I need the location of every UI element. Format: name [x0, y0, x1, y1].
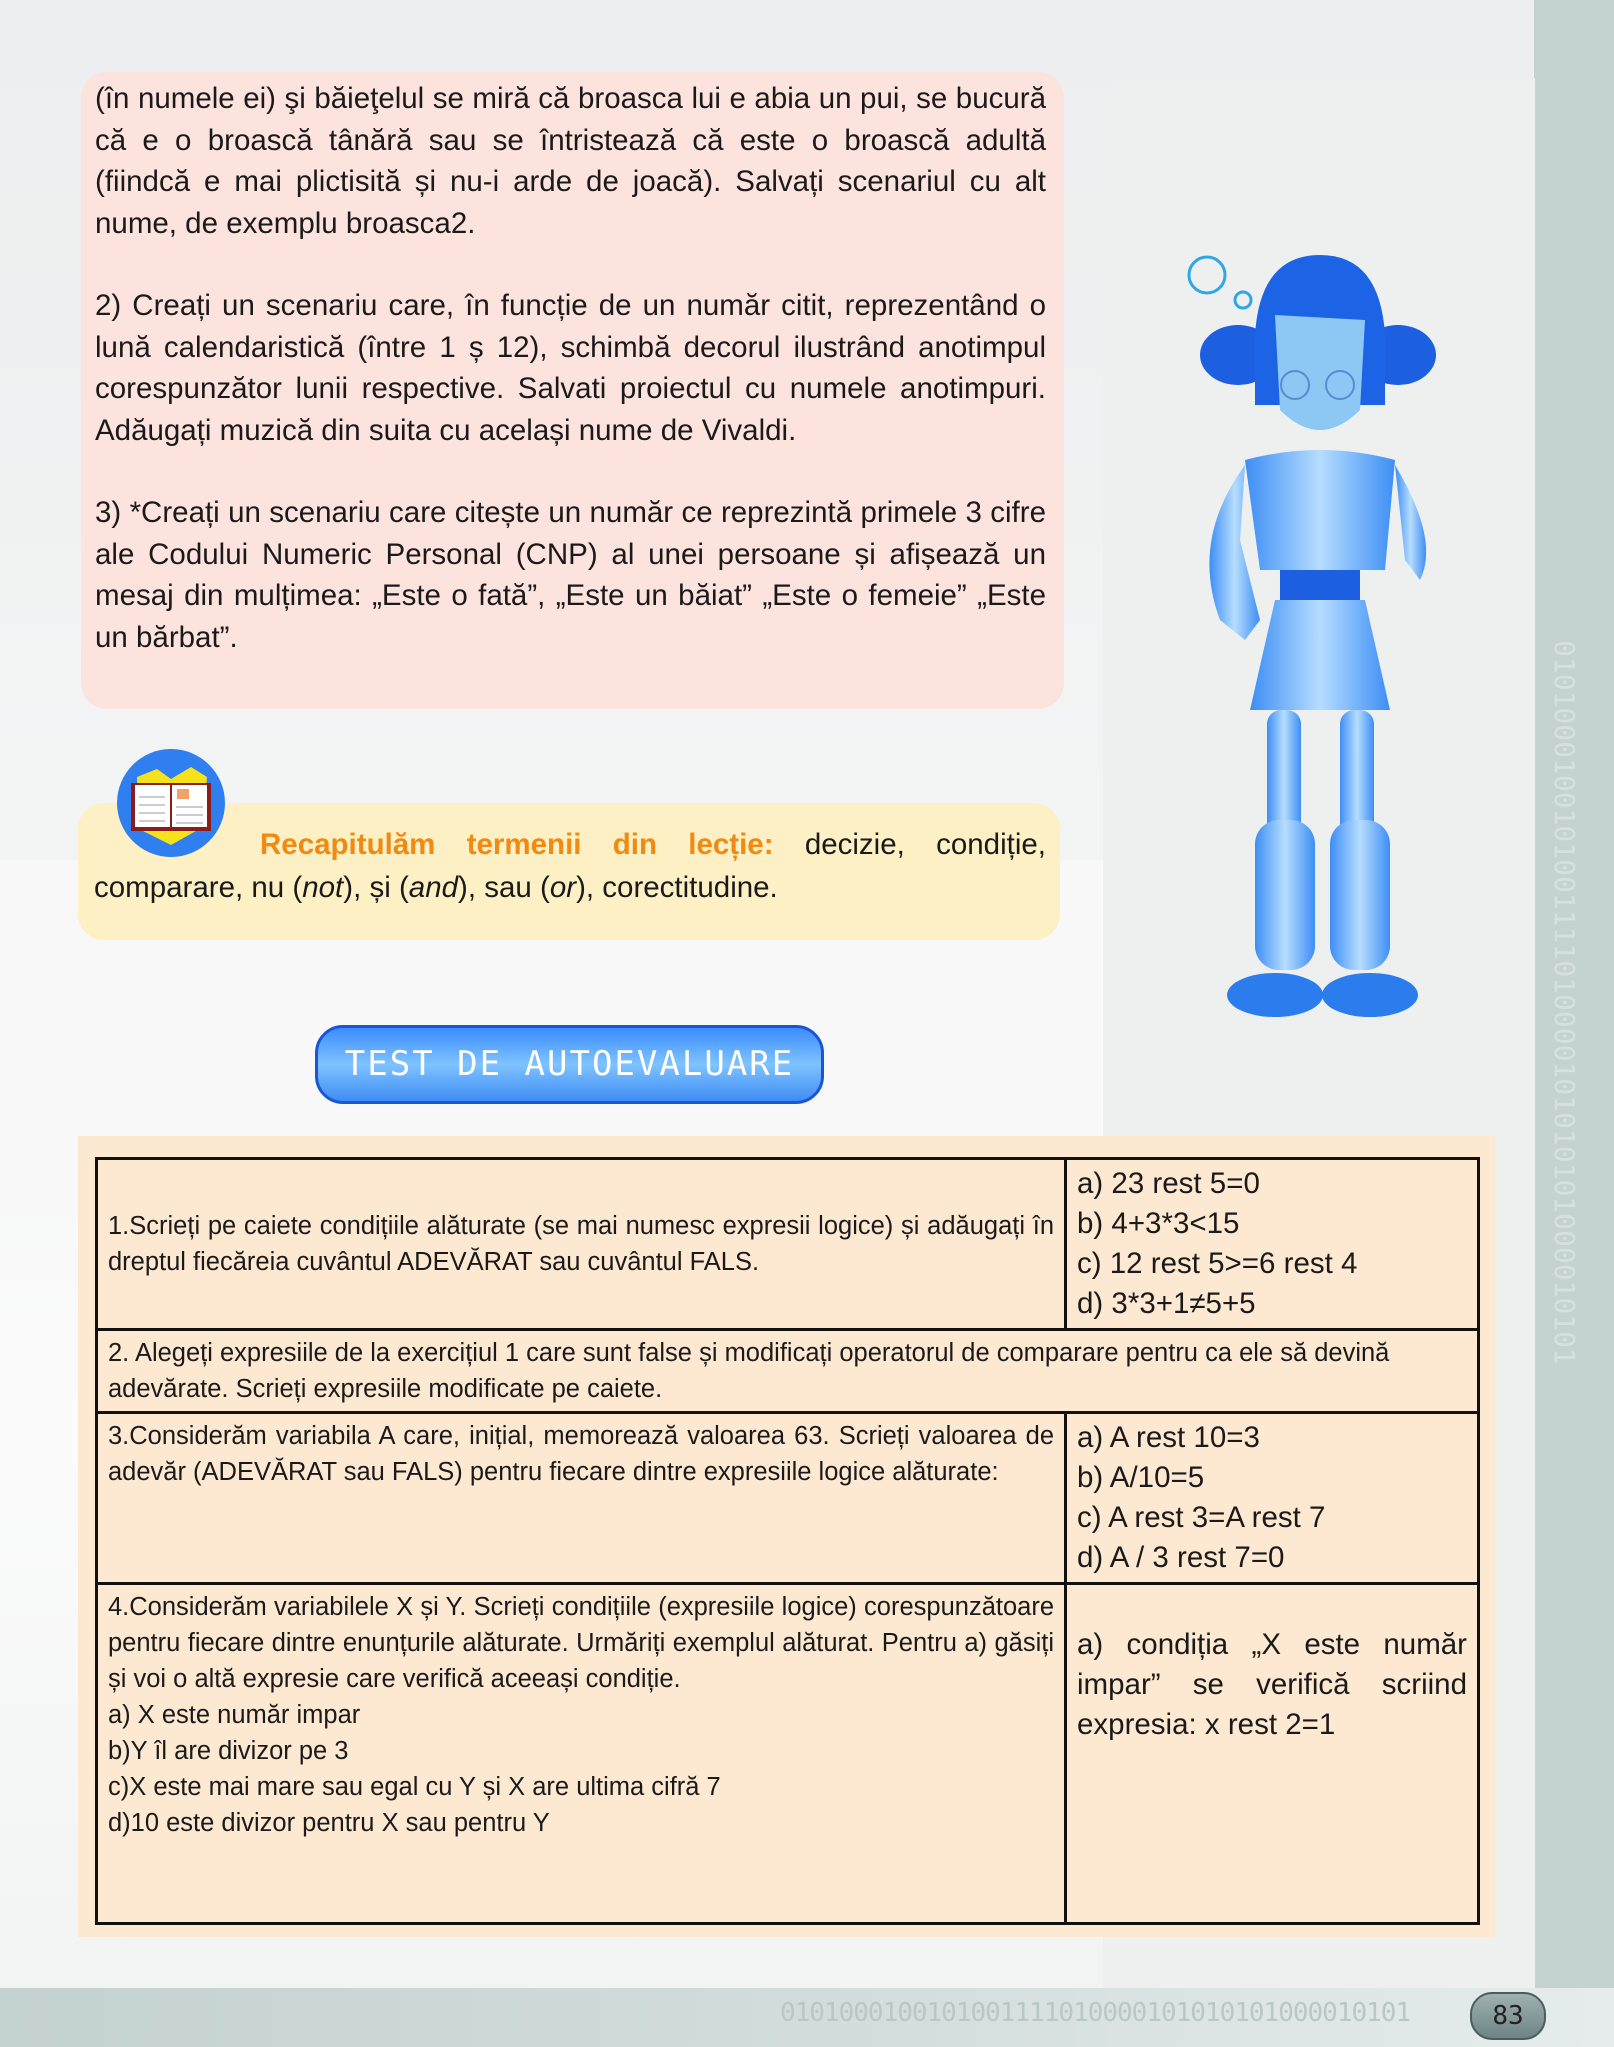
question-2: 2. Alegeți expresiile de la exercițiul 1 care sunt false și modificați operatorul de comparare pentru ca ele să devină adevărate. Scrieți expresiile modificate pe caiete. — [97, 1330, 1479, 1413]
question-4-example — [1066, 1584, 1479, 1924]
recap-text: ), corectitudine. — [576, 871, 778, 904]
expression-item: b) A/10=5 — [1077, 1461, 1205, 1494]
example-text: a) condiția „X este număr impar” se verifică scriind expresia: x rest 2=1 — [1077, 1628, 1467, 1741]
robot-girl-illustration — [1150, 240, 1490, 1040]
recap-highlight: Recapitulăm termenii din lecție: — [260, 828, 774, 861]
statement-item: b)Y îl are divizor pe 3 — [108, 1737, 349, 1765]
exercises-box — [81, 72, 1064, 709]
decor-binary: 0101000100101001111010000101010101000010101 — [780, 1998, 1411, 2028]
table-row — [97, 1330, 1479, 1413]
statement-item: c)X este mai mare sau egal cu Y și X are ultima cifră 7 — [108, 1773, 721, 1801]
recap-or: or — [549, 871, 577, 904]
expression-item: c) A rest 3=A rest 7 — [1077, 1501, 1326, 1534]
self-assessment-table — [95, 1157, 1480, 1925]
question-1-expressions — [1066, 1159, 1479, 1330]
expression-item: d) A / 3 rest 7=0 — [1077, 1541, 1285, 1574]
exercise-paragraph-1: (în numele ei) şi băieţelul se miră că broasca lui e abia un pui, se bucură că e o broască tânără sau se întristează că este o broască adultă (fiindcă e mai plictisită și nu-i arde de joacă). Salvați scenariul cu alt nume, de exemplu broasca2. — [95, 82, 1046, 240]
expression-item: a) A rest 10=3 — [1077, 1421, 1260, 1454]
book-icon — [115, 747, 227, 859]
question-3: 3.Considerăm variabila A care, inițial, memorează valoarea 63. Scrieți valoarea de adevăr (ADEVĂRAT sau FALS) pentru fiecare dintre expresiile logice alăturate: — [97, 1413, 1066, 1584]
question-4-text: 4.Considerăm variabilele X și Y. Scrieți condițiile (expresiile logice) corespunzătoare pentru fiecare dintre enunțurile alăturate. Urmăriți exemplul alăturat. Pentru a) găsiți și voi o altă expresie care verifică aceeași condiție. — [108, 1593, 1054, 1693]
question-4 — [97, 1584, 1066, 1924]
recap-text: ), sau ( — [458, 871, 550, 904]
table-row — [97, 1584, 1479, 1924]
question-1 — [97, 1159, 1066, 1330]
expression-item: c) 12 rest 5>=6 rest 4 — [1077, 1247, 1358, 1280]
self-assessment-test-banner: TEST DE AUTOEVALUARE — [315, 1025, 824, 1104]
decor-binary-vertical: 0101000100101001111010000101010101000010101 — [1548, 640, 1581, 1365]
exercise-paragraph-2: 2) Creați un scenariu care, în funcție de un număr citit, reprezentând o lună calendaristică (între 1 ș 12), schimbă decorul ilustrând anotimpul corespunzător lunii respective. Salvati proiectul cu numele anotimpuri. Adăugați muzică din suita cu același nume de Vivaldi. — [95, 289, 1046, 447]
expression-item: b) 4+3*3<15 — [1077, 1207, 1240, 1240]
recap-text: ), și ( — [343, 871, 409, 904]
statement-item: d)10 este divizor pentru X sau pentru Y — [108, 1809, 550, 1837]
question-1-text: 1.Scrieți pe caiete condițiile alăturate (se mai numesc expresii logice) și adăugați în dreptul fiecăreia cuvântul ADEVĂRAT sau cuvântul FALS. — [108, 1212, 1054, 1276]
expression-item: d) 3*3+1≠5+5 — [1077, 1287, 1256, 1320]
table-row — [97, 1159, 1479, 1330]
exercise-paragraph-3: 3) *Creați un scenariu care citește un număr ce reprezintă primele 3 cifre ale Codului Numeric Personal (CNP) al unei persoane și afișează un mesaj din mulțimea: „Este o fată”, „Este un băiat” „Este o femeie” „Este un bărbat”. — [95, 496, 1046, 654]
question-3-expressions — [1066, 1413, 1479, 1584]
recap-text: decizie, condiție, comparare, nu ( — [94, 828, 1046, 904]
recap-and: and — [408, 871, 459, 904]
page-number: 83 — [1470, 1992, 1546, 2040]
table-row — [97, 1413, 1479, 1584]
recap-not: not — [302, 871, 344, 904]
statement-item: a) X este număr impar — [108, 1701, 361, 1729]
expression-item: a) 23 rest 5=0 — [1077, 1167, 1260, 1200]
